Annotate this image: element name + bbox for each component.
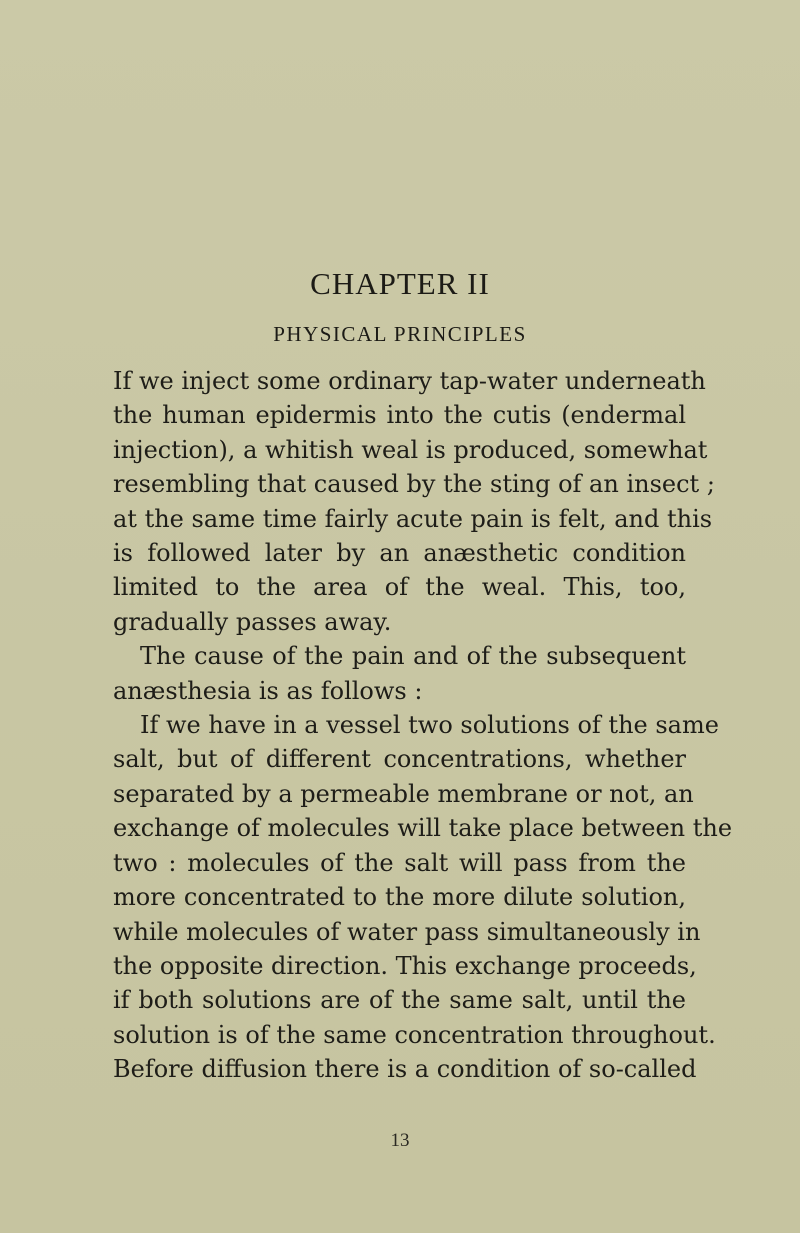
section-title: PHYSICAL PRINCIPLES bbox=[273, 322, 527, 346]
text-line: the human epidermis into the cutis (endermal bbox=[113, 401, 686, 430]
text-line: salt, but of different concentrations, whether bbox=[113, 745, 686, 774]
page-number: 13 bbox=[390, 1130, 410, 1151]
text-line: if both solutions are of the same salt, until the bbox=[113, 986, 686, 1015]
text-line: two : molecules of the salt will pass from the bbox=[113, 848, 686, 877]
text-line: limited to the area of the weal. This, too, bbox=[113, 573, 686, 602]
text-line: more concentrated to the more dilute solution, bbox=[113, 883, 686, 912]
text-line: If we have in a vessel two solutions of the same bbox=[140, 711, 719, 740]
text-line: The cause of the pain and of the subsequent bbox=[140, 642, 686, 671]
text-line: anæsthesia is as follows : bbox=[113, 676, 423, 705]
text-line: If we inject some ordinary tap-water underneath bbox=[113, 367, 706, 395]
text-line: while molecules of water pass simultaneously in bbox=[113, 917, 701, 946]
text-line: resembling that caused by the sting of an insect ; bbox=[113, 470, 715, 499]
text-line: exchange of molecules will take place between the bbox=[113, 814, 733, 843]
text-line: gradually passes away. bbox=[113, 607, 392, 636]
text-line: separated by a permeable membrane or not, an bbox=[113, 779, 694, 808]
text-line: is followed later by an anæsthetic condition bbox=[113, 539, 686, 568]
text-line: Before diffusion there is a condition of so-called bbox=[113, 1055, 697, 1084]
text-line: at the same time fairly acute pain is felt, and this bbox=[113, 504, 713, 533]
body-text bbox=[113, 364, 733, 1087]
text-line: the opposite direction. This exchange proceeds, bbox=[113, 951, 697, 980]
chapter-title: CHAPTER II bbox=[310, 266, 490, 301]
text-line: solution is of the same concentration throughout. bbox=[113, 1020, 716, 1049]
text-line: injection), a whitish weal is produced, somewhat bbox=[113, 435, 708, 464]
